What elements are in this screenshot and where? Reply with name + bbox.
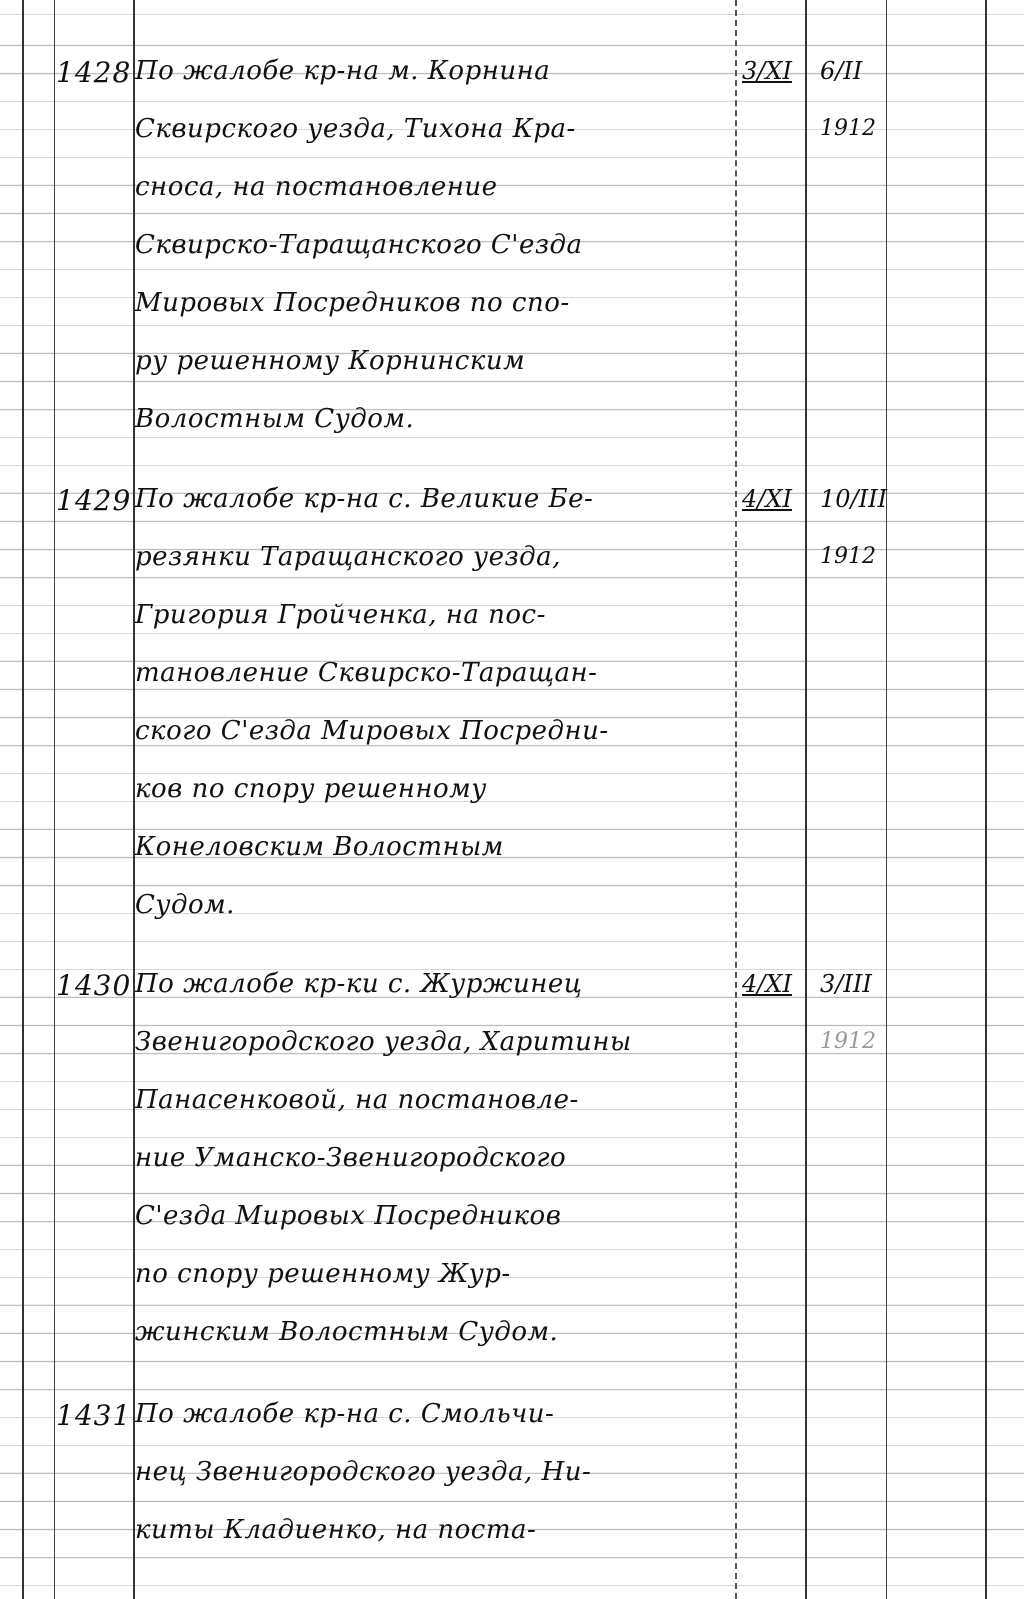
entry-line: жинским Волостным Судом. xyxy=(135,1317,559,1347)
entry-text xyxy=(135,1385,745,1559)
entry-line: резянки Таращанского уезда, xyxy=(135,542,561,572)
received-date: 3/XI xyxy=(742,57,792,85)
entry-line: Сквирского уезда, Тихона Кра- xyxy=(135,114,576,144)
entry-line: киты Кладиенко, на поста- xyxy=(135,1515,537,1545)
decision-day: 10/III xyxy=(820,485,888,513)
entry-number: 1430 xyxy=(56,969,132,1002)
entry-line: по спору решенному Жур- xyxy=(135,1259,511,1289)
entry-text xyxy=(135,955,745,1361)
entry-text xyxy=(135,42,745,448)
decision-day: 3/III xyxy=(820,970,872,998)
decision-year: 1912 xyxy=(820,1029,876,1054)
entry-line: По жалобе кр-ки с. Журжинец xyxy=(135,969,583,999)
entry-number: 1431 xyxy=(56,1399,132,1432)
entry-line: ру решенному Корнинским xyxy=(135,346,526,376)
entry-line: Конеловским Волостным xyxy=(135,832,504,862)
decision-date xyxy=(820,42,890,158)
received-date: 4/XI xyxy=(742,485,792,513)
decision-year: 1912 xyxy=(820,544,876,569)
received-date: 4/XI xyxy=(742,970,792,998)
entry-line: сноса, на постановление xyxy=(135,172,498,202)
entry-line: Мировых Посредников по спо- xyxy=(135,288,570,318)
entry-line: ского С'езда Мировых Посредни- xyxy=(135,716,609,746)
entry-line: Звенигородского уезда, Харитины xyxy=(135,1027,632,1057)
entry-line: Сквирско-Таращанского С'езда xyxy=(135,230,583,260)
entry-line: Волостным Судом. xyxy=(135,404,415,434)
entry-line: По жалобе кр-на м. Корнина xyxy=(135,56,551,86)
entry-line: нец Звенигородского уезда, Ни- xyxy=(135,1457,592,1487)
decision-day: 6/II xyxy=(820,57,863,85)
entry-line: По жалобе кр-на с. Великие Бе- xyxy=(135,484,594,514)
entry-number: 1428 xyxy=(56,56,132,89)
decision-date xyxy=(820,470,890,586)
decided-column-rule xyxy=(805,0,807,1599)
entry-line: Судом. xyxy=(135,890,235,920)
entry-line: Григория Гройченка, на пос- xyxy=(135,600,546,630)
entry-number: 1429 xyxy=(56,484,132,517)
decision-date xyxy=(820,955,890,1071)
entry-line: ние Уманско-Звенигородского xyxy=(135,1143,567,1173)
entry-line: Панасенковой, на постановле- xyxy=(135,1085,579,1115)
left-margin-rule xyxy=(22,0,24,1599)
right-margin-rule xyxy=(985,0,987,1599)
entry-line: С'езда Мировых Посредников xyxy=(135,1201,562,1231)
number-column-rule xyxy=(54,0,55,1599)
entry-line: По жалобе кр-на с. Смольчи- xyxy=(135,1399,555,1429)
decision-year: 1912 xyxy=(820,116,876,141)
right-column-rule xyxy=(886,0,887,1599)
entry-line: тановление Сквирско-Таращан- xyxy=(135,658,598,688)
entry-text xyxy=(135,470,745,934)
entry-line: ков по спору решенному xyxy=(135,774,487,804)
